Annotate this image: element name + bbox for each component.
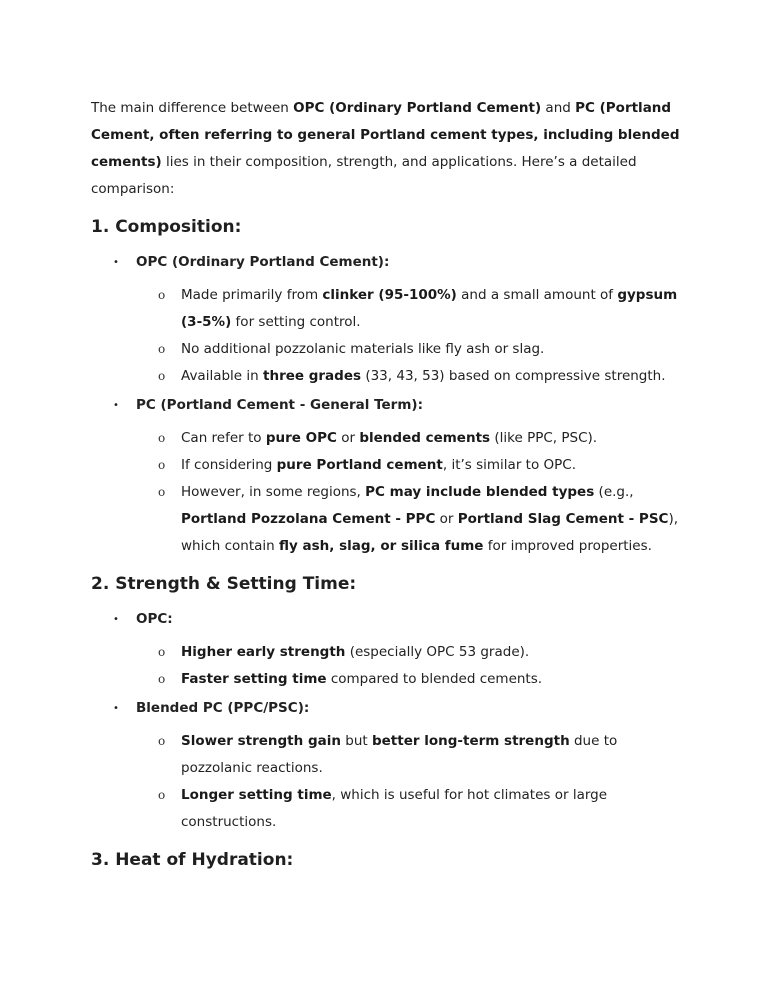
item-label: PC (Portland Cement - General Term):	[136, 397, 423, 413]
sub-bullet-icon: o	[158, 342, 166, 356]
sub-item: o No additional pozzolanic materials like fly ash or slag.	[136, 336, 691, 363]
item-label: OPC:	[136, 611, 173, 627]
sub-item: o However, in some regions, PC may include blended types (e.g., Portland Pozzolana Cement - PPC or Portland Slag Cement - PSC), which contain fly ash, slag, or silica fume for improved properties.	[136, 479, 691, 560]
sub-item: o Slower strength gain but better long-term strength due to pozzolanic reactions.	[136, 728, 691, 782]
sub-bullet-icon: o	[158, 288, 166, 302]
item-label: OPC (Ordinary Portland Cement):	[136, 254, 390, 270]
list-item-pc	[91, 392, 691, 560]
intro-text: and	[541, 100, 576, 116]
sub-bullet-icon: o	[158, 788, 166, 802]
sub-item: o Made primarily from clinker (95-100%) and a small amount of gypsum (3-5%) for setting control.	[136, 282, 691, 336]
composition-list	[91, 249, 691, 560]
sub-item: o Faster setting time compared to blended cements.	[136, 666, 691, 693]
sub-list	[136, 425, 691, 560]
section-heading-heat: 3. Heat of Hydration:	[91, 850, 294, 870]
item-label: Blended PC (PPC/PSC):	[136, 700, 310, 716]
sub-bullet-icon: o	[158, 645, 166, 659]
sub-item: o Longer setting time, which is useful for hot climates or large constructions.	[136, 782, 691, 836]
intro-text: The main difference between	[91, 100, 294, 116]
sub-item: o Can refer to pure OPC or blended cements (like PPC, PSC).	[136, 425, 691, 452]
document-page	[91, 95, 691, 882]
sub-bullet-icon: o	[158, 458, 166, 472]
bullet-icon: •	[113, 257, 119, 268]
sub-list	[136, 639, 691, 693]
sub-item: o Available in three grades (33, 43, 53) based on compressive strength.	[136, 363, 691, 390]
sub-bullet-icon: o	[158, 485, 166, 499]
bullet-icon: •	[113, 614, 119, 625]
sub-list	[136, 282, 691, 390]
list-item-opc	[91, 249, 691, 390]
section-heading-strength: 2. Strength & Setting Time:	[91, 574, 357, 594]
sub-item: o Higher early strength (especially OPC 53 grade).	[136, 639, 691, 666]
bullet-icon: •	[113, 400, 119, 411]
sub-item: o If considering pure Portland cement, it’s similar to OPC.	[136, 452, 691, 479]
intro-bold-pc: PC (Portland Cement, often referring to general Portland cement types, including blended cements)	[91, 100, 680, 170]
sub-bullet-icon: o	[158, 734, 166, 748]
sub-bullet-icon: o	[158, 369, 166, 383]
list-item-opc	[91, 606, 691, 693]
sub-list	[136, 728, 691, 836]
section-heading-composition: 1. Composition:	[91, 217, 242, 237]
sub-bullet-icon: o	[158, 431, 166, 445]
sub-bullet-icon: o	[158, 672, 166, 686]
intro-paragraph	[91, 95, 691, 203]
intro-text: lies in their composition, strength, and applications. Here’s a detailed comparison:	[91, 154, 637, 197]
list-item-blended	[91, 695, 691, 836]
intro-bold-opc: OPC (Ordinary Portland Cement)	[293, 100, 542, 116]
bullet-icon: •	[113, 703, 119, 714]
strength-list	[91, 606, 691, 836]
